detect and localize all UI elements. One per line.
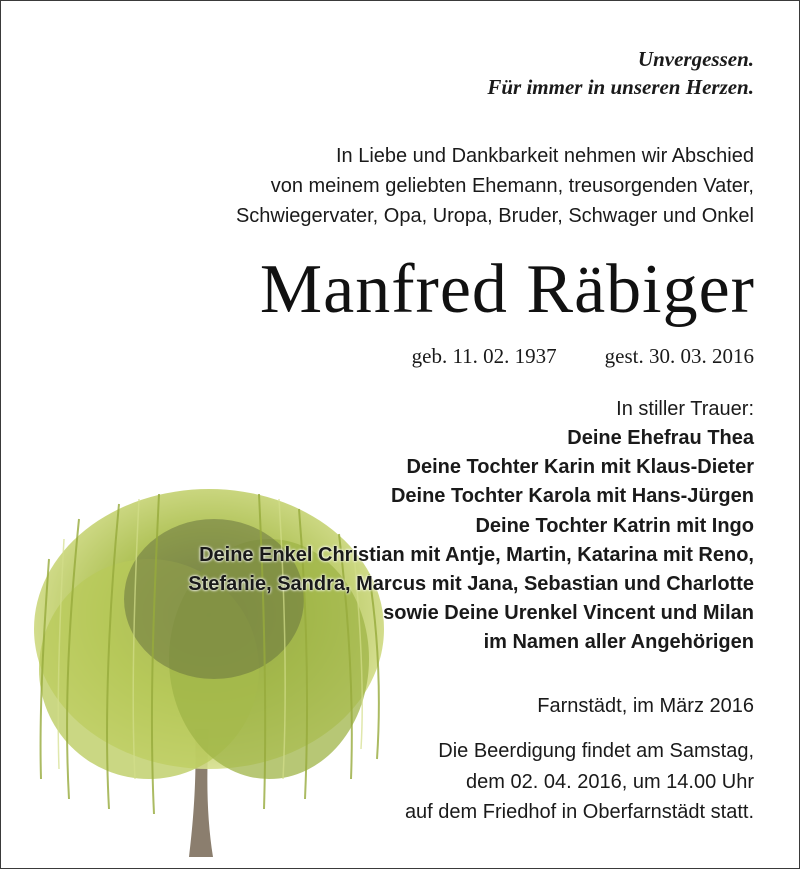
funeral-line: auf dem Friedhof in Oberfarnstädt statt. xyxy=(404,801,754,823)
mourner-line: Stefanie, Sandra, Marcus mit Jana, Sebastian und Charlotte xyxy=(188,573,754,596)
funeral-info xyxy=(405,736,754,828)
life-dates xyxy=(412,341,754,371)
motto-line: Unvergessen. xyxy=(637,47,754,71)
farewell-line: In Liebe und Dankbarkeit nehmen wir Abschied xyxy=(335,145,754,167)
mourning-intro: In stiller Trauer: xyxy=(616,398,754,420)
birth-date: geb. 11. 02. 1937 xyxy=(411,344,557,368)
motto xyxy=(487,45,754,101)
deceased-name: Manfred Räbiger xyxy=(259,251,755,328)
funeral-line: dem 02. 04. 2016, um 14.00 Uhr xyxy=(466,770,754,793)
funeral-line: Die Beerdigung findet am Samstag, xyxy=(438,740,754,762)
death-date: gest. 30. 03. 2016 xyxy=(604,344,754,368)
farewell-text xyxy=(236,141,754,231)
mourner-line: Deine Ehefrau Thea xyxy=(567,427,754,449)
mourner-line: sowie Deine Urenkel Vincent und Milan xyxy=(383,602,754,625)
mourner-line: Deine Enkel Christian mit Antje, Martin, Katarina mit Reno, xyxy=(199,543,754,566)
farewell-line: von meinem geliebten Ehemann, treusorgenden Vater, xyxy=(270,175,754,197)
mourner-line: im Namen aller Angehörigen xyxy=(483,631,754,654)
mourner-line: Deine Tochter Katrin mit Ingo xyxy=(475,514,754,537)
mourner-line: Deine Tochter Karola mit Hans-Jürgen xyxy=(390,485,754,508)
motto-line: Für immer in unseren Herzen. xyxy=(487,75,754,99)
place-date: Farnstädt, im März 2016 xyxy=(537,695,754,717)
mourner-line: Deine Tochter Karin mit Klaus-Dieter xyxy=(406,456,754,479)
mourners-list xyxy=(188,424,754,658)
farewell-line: Schwiegervater, Opa, Uropa, Bruder, Schwager und Onkel xyxy=(235,205,754,227)
